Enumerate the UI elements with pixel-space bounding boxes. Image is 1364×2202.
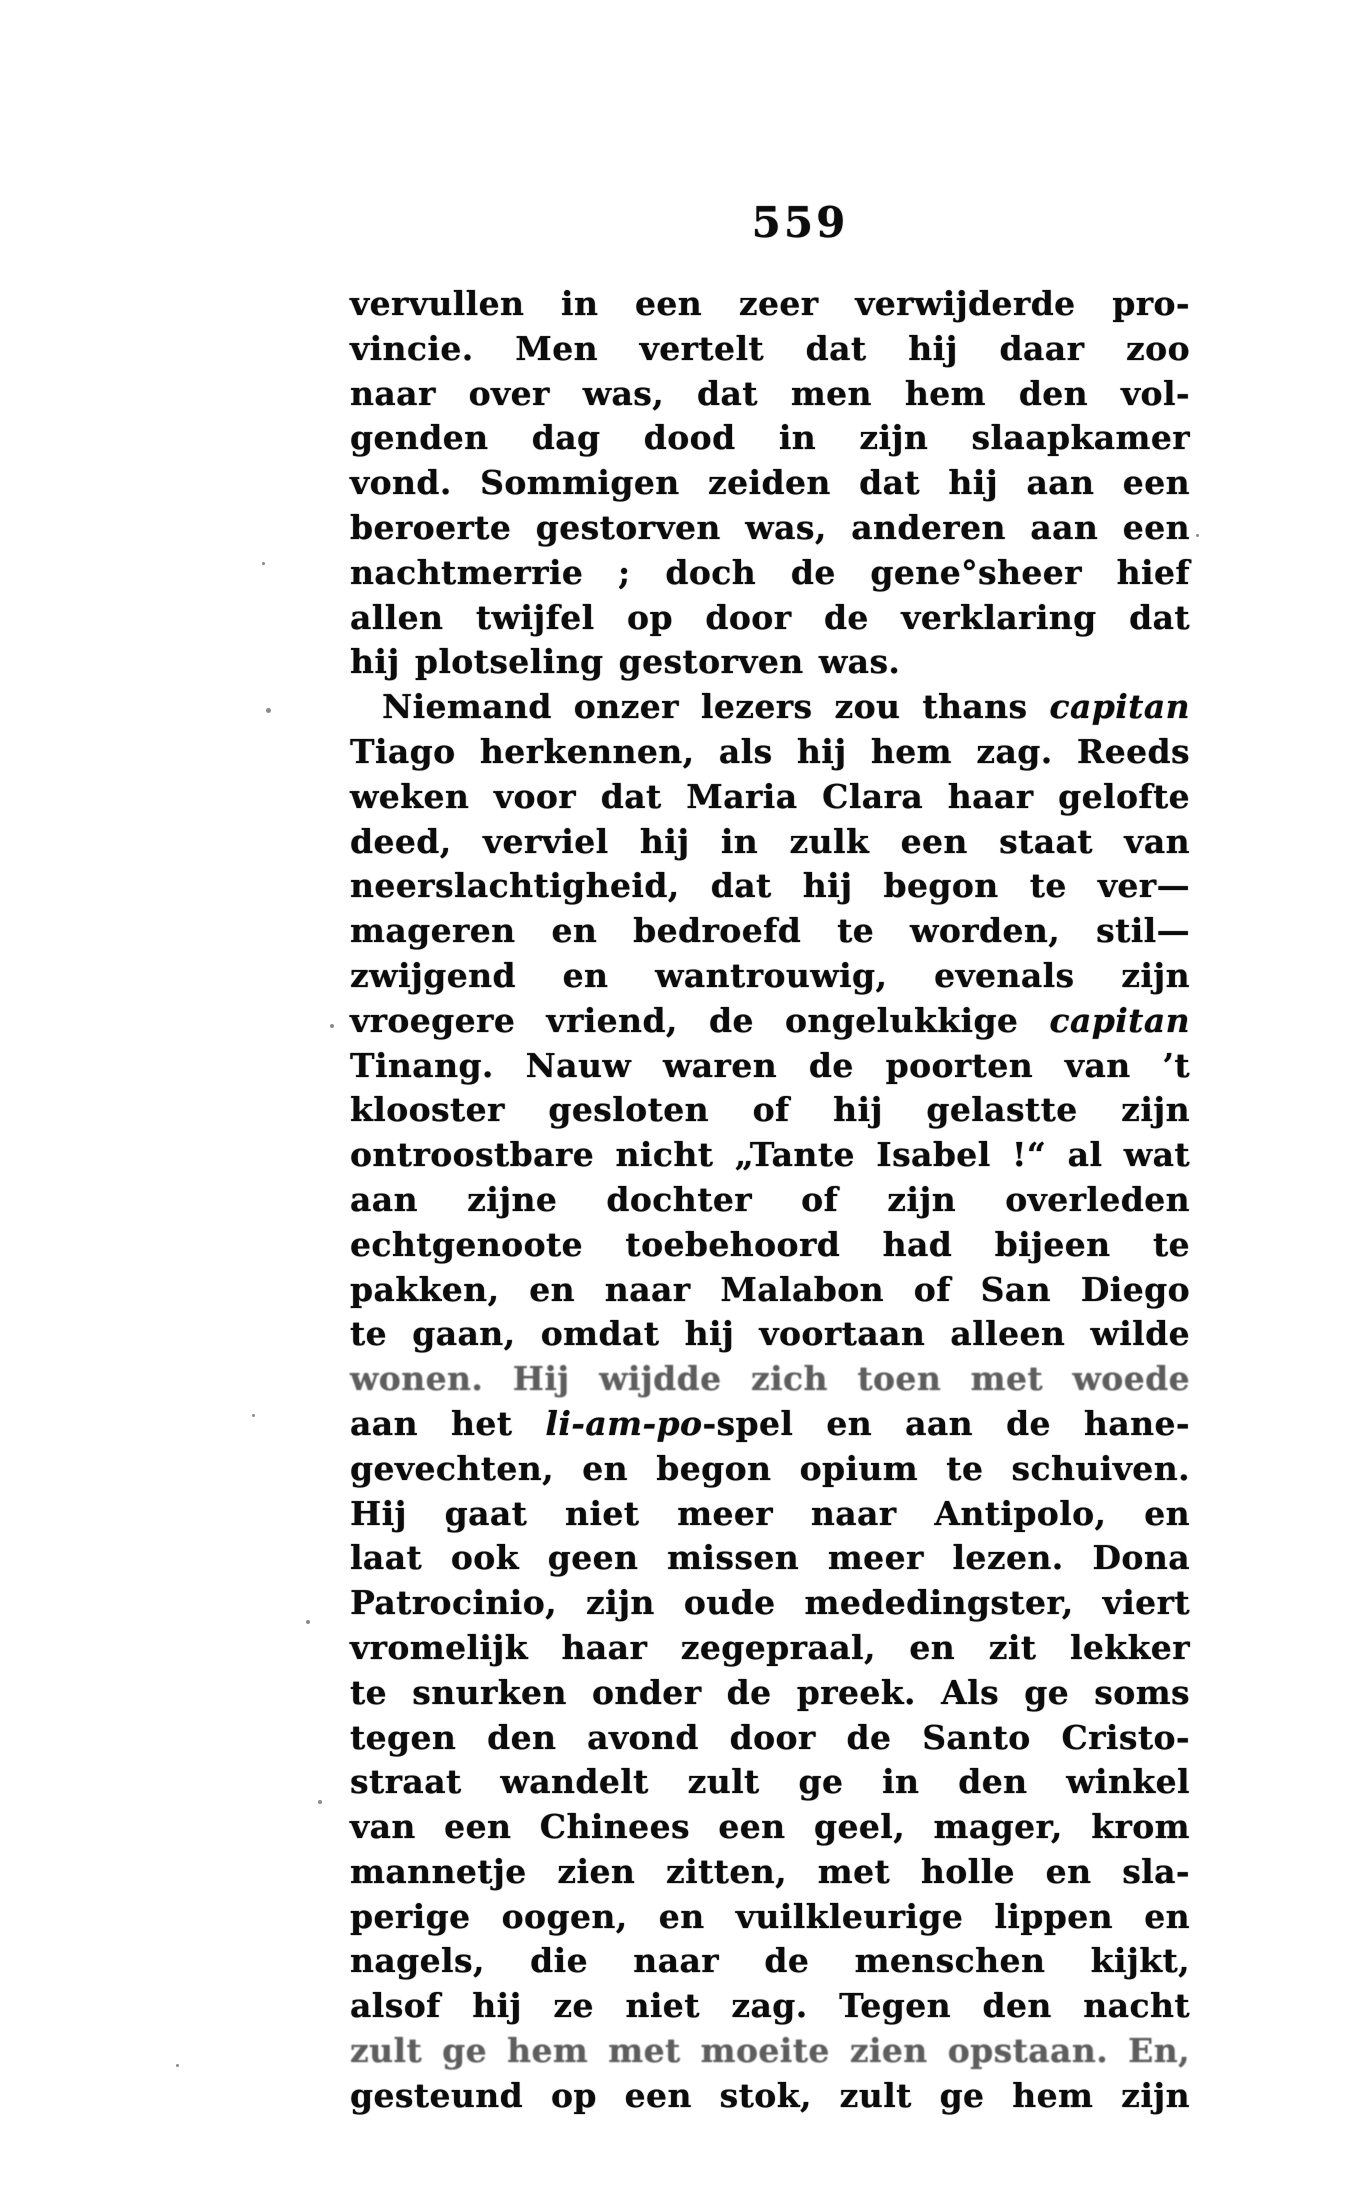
text-line	[350, 864, 1190, 909]
text-segment: gesteund op een stok, zult ge hem zijn	[350, 2075, 1190, 2115]
text-segment: Tinang. Nauw waren de poorten van ’t	[350, 1045, 1190, 1085]
text-segment: mannetje zien zitten, met holle en sla-	[350, 1851, 1190, 1891]
text-line	[350, 1536, 1190, 1581]
text-line	[350, 999, 1190, 1044]
text-line	[350, 1760, 1190, 1805]
text-line	[350, 1402, 1190, 1447]
text-line	[350, 327, 1190, 372]
italic-text: capitan	[1049, 687, 1190, 727]
text-segment: te snurken onder de preek. Als ge soms	[350, 1672, 1190, 1712]
text-segment: ontroostbare nicht „Tante Isabel !“ al wat	[350, 1135, 1190, 1175]
text-segment: klooster gesloten of hij gelastte zijn	[350, 1090, 1190, 1130]
page-number: 559	[751, 198, 849, 247]
ink-speck	[306, 1620, 310, 1624]
text-segment: nachtmerrie ; doch de gene°sheer hief	[350, 552, 1190, 592]
text-segment: te gaan, omdat hij voortaan alleen wilde	[350, 1314, 1190, 1354]
text-line	[350, 1716, 1190, 1761]
text-line	[350, 954, 1190, 999]
text-segment: Niemand onzer lezers zou thans	[382, 687, 1050, 727]
text-segment: alsof hij ze niet zag. Tegen den nacht	[350, 1986, 1190, 2026]
text-segment: tegen den avond door de Santo Cristo-	[350, 1717, 1190, 1757]
text-line	[350, 1626, 1190, 1671]
text-segment: echtgenoote toebehoord had bijeen te	[350, 1224, 1190, 1264]
text-line	[350, 1044, 1190, 1089]
text-segment: allen twijfel op door de verklaring dat	[350, 597, 1190, 637]
text-line	[350, 506, 1190, 551]
italic-text: li-am-po	[545, 1403, 703, 1443]
ink-speck	[266, 708, 271, 713]
text-line	[350, 372, 1190, 417]
ink-speck	[176, 2064, 179, 2067]
text-segment: pakken, en naar Malabon of San Diego	[350, 1269, 1190, 1309]
text-line	[350, 1939, 1190, 1984]
text-line	[350, 1357, 1190, 1402]
ink-speck	[262, 562, 265, 565]
text-line	[350, 596, 1190, 641]
text-segment: naar over was, dat men hem den vol-	[350, 373, 1190, 413]
text-line	[350, 416, 1190, 461]
text-line	[350, 820, 1190, 865]
text-line	[350, 909, 1190, 954]
text-segment: weken voor dat Maria Clara haar gelofte	[350, 776, 1190, 816]
ink-speck	[318, 1800, 322, 1804]
text-line	[350, 1895, 1190, 1940]
text-segment: vromelijk haar zegepraal, en zit lekker	[350, 1627, 1190, 1667]
text-line	[350, 1581, 1190, 1626]
text-segment: van een Chinees een geel, mager, krom	[350, 1807, 1190, 1847]
text-line	[350, 551, 1190, 596]
ink-speck	[1196, 534, 1199, 537]
text-block	[350, 282, 1190, 2119]
text-segment: -spel en aan de hane-	[702, 1403, 1190, 1443]
text-line	[350, 775, 1190, 820]
text-segment: straat wandelt zult ge in den winkel	[350, 1762, 1190, 1802]
text-segment: mageren en bedroefd te worden, stil—	[350, 911, 1190, 951]
text-line	[350, 1671, 1190, 1716]
text-line	[350, 640, 1190, 685]
text-segment: nagels, die naar de menschen kijkt,	[350, 1941, 1190, 1981]
text-segment: neerslachtigheid, dat hij begon te ver—	[350, 866, 1190, 906]
text-segment: genden dag dood in zijn slaapkamer	[350, 418, 1190, 458]
text-line	[350, 685, 1190, 730]
text-line	[350, 1312, 1190, 1357]
text-segment: deed, verviel hij in zulk een staat van	[350, 821, 1190, 861]
text-segment: hij plotseling gestorven was.	[350, 642, 901, 682]
text-line	[350, 1984, 1190, 2029]
text-line	[350, 1178, 1190, 1223]
text-segment: zult ge hem met moeite zien opstaan. En,	[350, 2031, 1190, 2071]
italic-text: capitan	[1049, 1000, 1190, 1040]
text-segment: vervullen in een zeer verwijderde pro-	[350, 284, 1190, 323]
text-line	[350, 1850, 1190, 1895]
text-segment: aan zijne dochter of zijn overleden	[350, 1179, 1190, 1219]
text-line	[350, 1088, 1190, 1133]
text-segment: wonen. Hij wijdde zich toen met woede	[350, 1359, 1190, 1399]
text-line	[350, 730, 1190, 775]
text-segment: perige oogen, en vuilkleurige lippen en	[350, 1896, 1190, 1936]
text-line	[350, 1223, 1190, 1268]
text-segment: vond. Sommigen zeiden dat hij aan een	[350, 463, 1190, 503]
text-segment: Tiago herkennen, als hij hem zag. Reeds	[350, 731, 1190, 771]
text-line	[350, 282, 1190, 327]
text-line	[350, 1133, 1190, 1178]
text-segment: vroegere vriend, de ongelukkige	[350, 1000, 1050, 1040]
text-line	[350, 1492, 1190, 1537]
text-line	[350, 2074, 1190, 2119]
ink-speck	[252, 1414, 255, 1417]
text-segment: gevechten, en begon opium te schuiven.	[350, 1448, 1190, 1488]
text-segment: beroerte gestorven was, anderen aan een	[350, 507, 1190, 547]
text-segment: Patrocinio, zijn oude mededingster, viert	[350, 1583, 1190, 1623]
text-segment: laat ook geen missen meer lezen. Dona	[350, 1538, 1190, 1578]
text-segment: aan het	[350, 1403, 546, 1443]
text-line	[350, 2029, 1190, 2074]
text-segment: zwijgend en wantrouwig, evenals zijn	[350, 955, 1190, 995]
text-segment: vincie. Men vertelt dat hij daar zoo	[350, 328, 1190, 368]
ink-speck	[330, 1024, 334, 1028]
text-line	[350, 461, 1190, 506]
text-line	[350, 1268, 1190, 1313]
text-line	[350, 1447, 1190, 1492]
text-segment: Hij gaat niet meer naar Antipolo, en	[350, 1493, 1190, 1533]
text-line	[350, 1805, 1190, 1850]
